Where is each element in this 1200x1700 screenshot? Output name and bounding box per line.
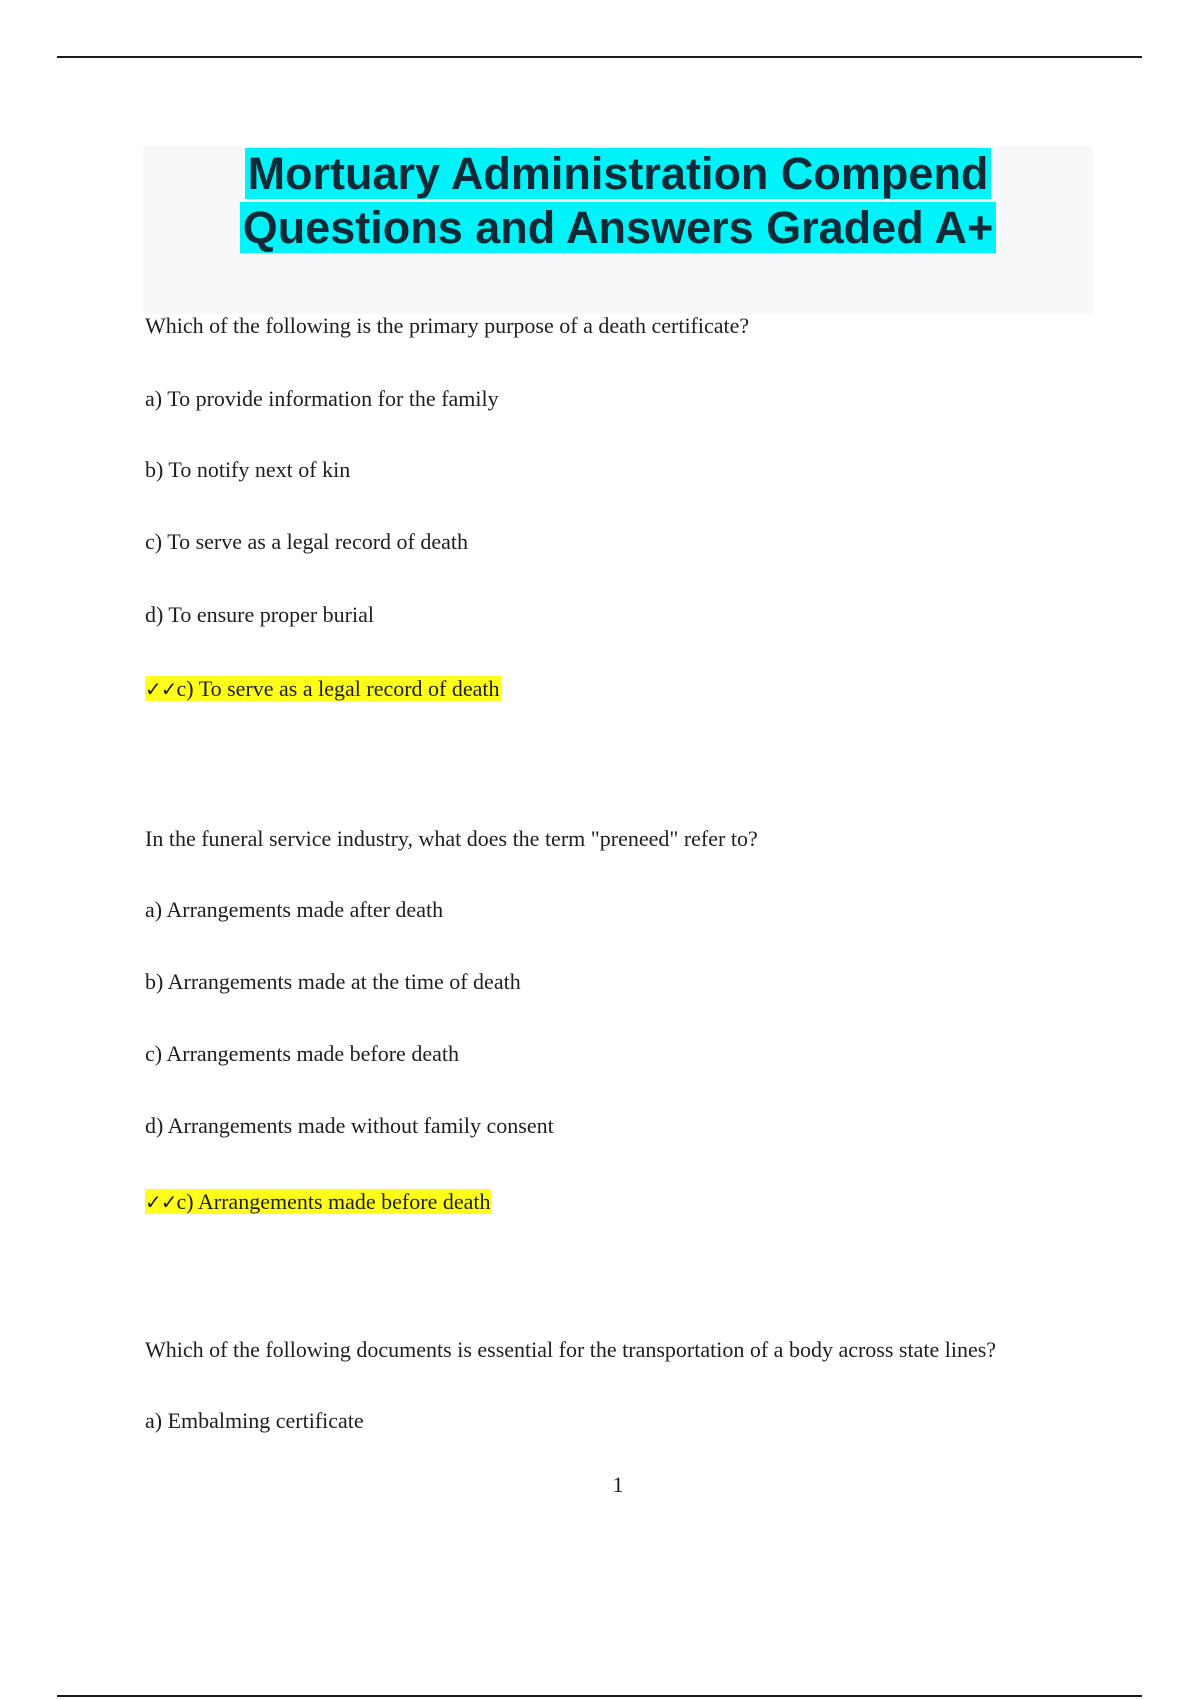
question-2-option-a: a) Arrangements made after death xyxy=(145,897,444,922)
bottom-rule xyxy=(57,1695,1142,1697)
answer-highlight xyxy=(145,676,501,701)
question-2-option-b: b) Arrangements made at the time of death xyxy=(145,969,521,994)
title-block xyxy=(143,146,1093,314)
question-3-option-a: a) Embalming certificate xyxy=(145,1408,364,1433)
top-rule xyxy=(57,56,1142,58)
double-check-icon: ✓✓ xyxy=(145,1190,177,1214)
question-1-answer xyxy=(145,674,501,704)
double-check-icon: ✓✓ xyxy=(145,677,177,701)
answer-text: c) To serve as a legal record of death xyxy=(176,676,500,701)
question-2-text: In the funeral service industry, what does the term "preneed" refer to? xyxy=(145,826,758,851)
question-2-option-d: d) Arrangements made without family consent xyxy=(145,1113,554,1138)
question-1-option-c: c) To serve as a legal record of death xyxy=(145,529,469,554)
question-1-option-b: b) To notify next of kin xyxy=(145,457,351,482)
question-2-option-c: c) Arrangements made before death xyxy=(145,1041,459,1066)
question-1-text: Which of the following is the primary purpose of a death certificate? xyxy=(145,313,750,338)
page-number: 1 xyxy=(612,1472,624,1497)
document-title-line-1: Mortuary Administration Compend xyxy=(143,146,1093,202)
question-1-option-d: d) To ensure proper burial xyxy=(145,602,374,627)
question-3-text: Which of the following documents is essential for the transportation of a body across state lines? xyxy=(145,1337,997,1362)
document-title-line-2: Questions and Answers Graded A+ xyxy=(143,200,1093,256)
answer-text: c) Arrangements made before death xyxy=(176,1189,491,1214)
answer-highlight xyxy=(145,1189,491,1214)
question-2-answer xyxy=(145,1187,491,1217)
question-1-option-a: a) To provide information for the family xyxy=(145,386,499,411)
